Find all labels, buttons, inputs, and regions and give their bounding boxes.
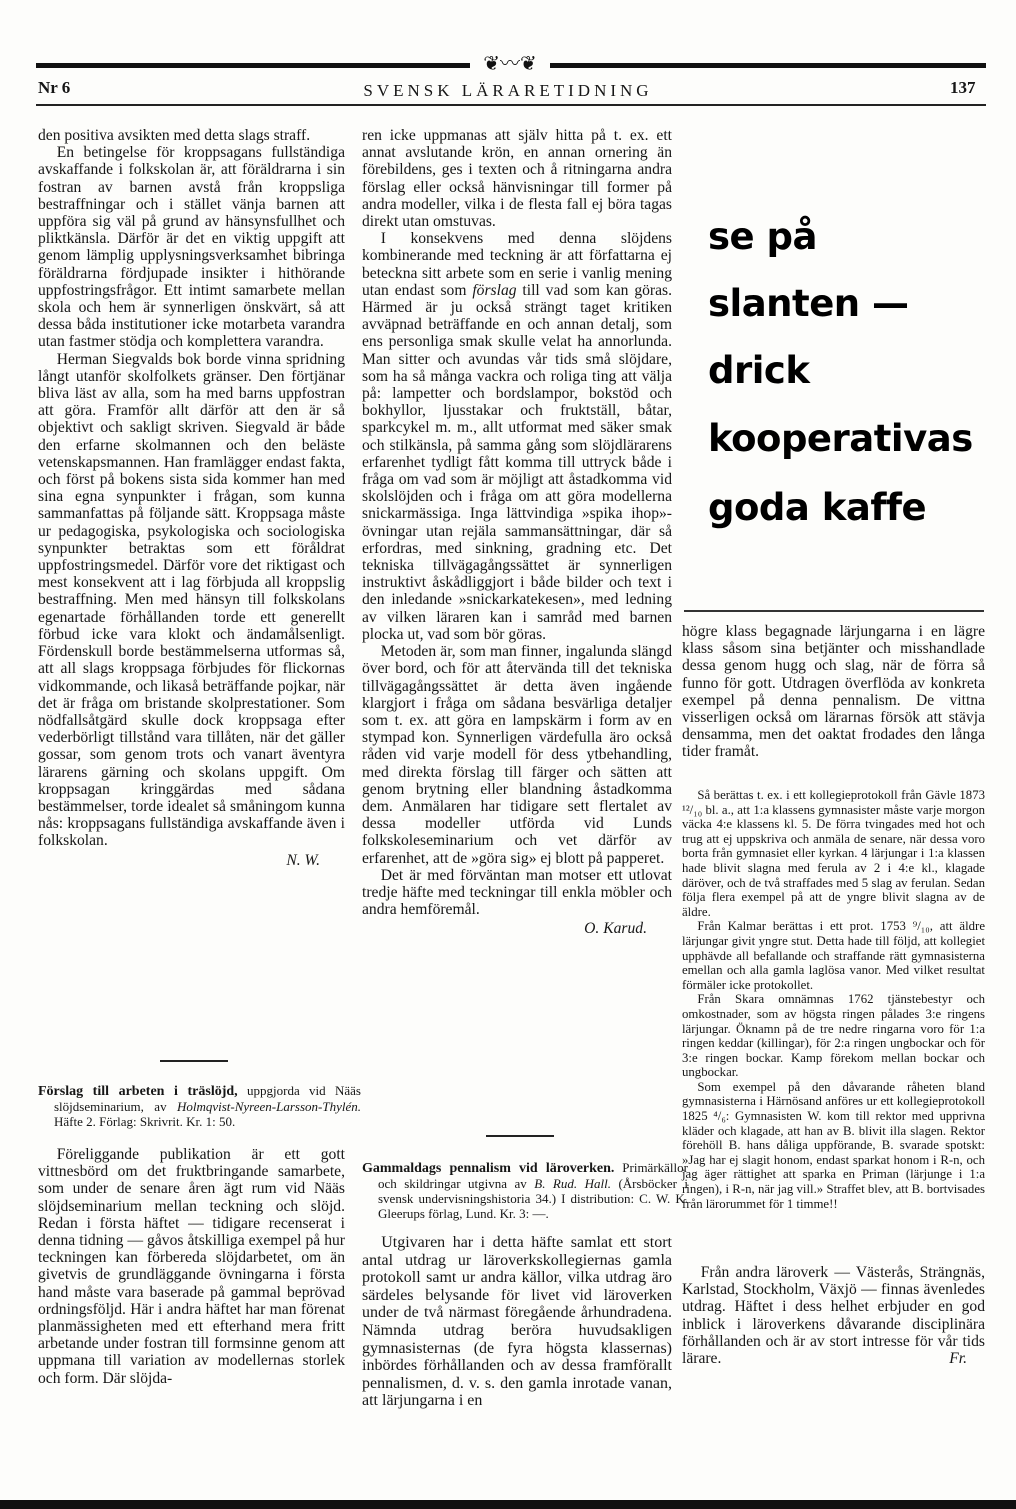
book-publisher: (Årsböcker i svensk undervisningshistoria 34.) I distribution: C. W. K. Gleerups förlag, Lund. Kr. 3: —. [378,1176,689,1221]
book-info: Primärkällor och skildringar utgivna av [378,1160,688,1191]
book-publisher: Häfte 2. Förlag: Skrivrit. Kr. 1: 50. [54,1114,236,1129]
ad-line: se på [708,215,817,258]
excerpt: Från Skara omnämnas 1762 tjänstebestyr och omkostnader, som av högsta ringen pålades 3:e ringens lärjungar. Öknamn på de tre nedre ringarna voro för 1:a ringen keddar (killingar), för 2:a ringen ungbockar och för 3:e ringen bockar. Kamp förekom mellan bockar och ungbockar. [682,992,985,1080]
publication-title: SVENSK LÄRARETIDNING [363,81,653,100]
ad-line: drick [708,349,810,392]
column-3-conclusion [682,1264,985,1367]
page-number: 137 [950,78,976,97]
column-1-article [38,127,345,869]
excerpt: Som exempel på den dåvarande råheten bland gymnasisterna i Härnösand anföres ur ett kollegieprotokoll 1825 ⁴/₆: Gymnasisten W. kom till rektor med upprivna kläder och klagade, att han av B. blivit illa slagen. Rektor förehöll B. hans dåliga uppförande, B. svarade spotskt: »Jag har ej slagit honom, endast sparkat honom i R-n, och jag äger rättighet att sparka en Priman (lärjunge i 1:a ringen), i R-n, när jag vill.» Straffet blev, att B. bortvisades från lärorummet för 1 timme!! [682,1079,985,1211]
ad-line: slanten — [708,282,909,325]
paragraph: Metoden är, som man finner, ingalunda slängd över bord, och för att återvända till det tekniska tillvägagångssättet är detta även ingående klargjort i fråga om sådana besvärliga detaljer som t. ex. att göra en lampskärm i form av en stympad kon. Synnerligen värdefulla äro också råden vid varje modell för dess ytbehandling, med direkta förslag till färger och sätten att genom brytning eller blandning åstadkomma dem. Anmälaren har tidigare sett flertalet av dessa modeller utförda vid Lunds folkskoleseminarium och vet därför av erfarenhet, att de »göra sig» ej blott på papperet. [362,643,672,867]
paragraph [362,230,672,643]
excerpt: Från Kalmar berättas i ett prot. 1753 ⁹/₁₀, att äldre lärjungar givit yngre stut. Detta hade till följd, att kollegiet upphävde all befallande och straffande rätt gymnasisterna emellan och alla gamla laglösa vanor. Med vilket resultat förmäler icke protokollet. [682,919,985,992]
book-info: uppgjorda vid Nääs slöjdseminarium, av [54,1083,361,1114]
text: I konsekvens med denna slöjdens kombinerande med teckning är att författarna ej beteckna sitt arbete som en serie i vanlig mening utan endast som [362,230,672,299]
page-bottom-edge [0,1500,1016,1509]
column-3-text [682,623,985,761]
section-divider [160,1060,228,1062]
signature: N. W. [286,851,320,869]
excerpt: Så berättas t. ex. i ett kollegieprotokoll från Gävle 1873 ¹²/₁₀ bl. a., att 1:a klassens gymnasister måste varje morgon väcka 4:e klassens kl. 5. De förra tvingades med hot och trug att ej uppskriva och anmäla de senare, när dessa voro borta från gymnasiet eller kyrkan. 4 lärjungar i 1:a klassen hade blivit slagna med ferula av 2 i 4:e kl., klagade däröver, och de två straffades med 5 slag av ferulan. Sedan följa flera exempel på att de yngre blivit slagna av de äldre. [682,788,985,919]
book-note-pennalism [362,1160,688,1221]
paragraph: ren icke uppmanas att själv hitta på t. ex. ett annat avslutande krön, en annan ornering än förebildens, ges i texten och å ritningarna andra förslag eller också hänvisningar till former på andra modeller, vilka i de flesta fall ej böra tagas direkt utan omstuvas. [362,127,672,231]
signature: O. Karud. [584,920,647,938]
ad-line: kooperativas [708,417,973,460]
paragraph: den positiva avsikten med detta slags straff. [38,127,311,144]
issue-number: Nr 6 [38,78,71,97]
book-note-traslojd [38,1083,361,1129]
column-2-article [362,127,672,938]
paragraph: Föreliggande publikation är ett gott vittnesbörd om det fruktbringande samarbete, som under de senare åren ägt rum vid Nääs slöjdseminarium mellan teckning och slöjd. Redan i första häftet — tidigare recenserat i denna tidning — gåvos åtskilliga exempel på hur teckningen kan förbereda slöjdarbetet, om än givetvis de grundläggande övningarna i första hand måste vara baserade på gammal beprövad ordningsföljd. Här i andra häftet har man förenat planmässigheten med ett efterhand mera fritt arbetande under fostran till formsinne genom att uppmana till variation av modellernas storlek och form. Där slöjda- [38,1146,345,1387]
section-divider [486,1135,554,1137]
ad-divider [684,610,984,612]
paragraph: Utgivaren har i detta häfte samlat ett stort antal utdrag ur läroverkskollegiernas gamla protokoll samt ur andra källor, vilka utdrag äro särdeles belysande för livet vid läroverken under de två närmast föregående århundradena. Nämnda utdrag beröra huvudsakligen gymnasisternas (de fyra högsta klassernas) inbördes förhållanden och av dessa framförallt pennalismen, d. v. s. den gamla inrotade vanan, att lärjungarna i en [362,1234,672,1410]
signature: Fr. [949,1350,967,1368]
book-authors: Holmqvist-Nyreen-Larsson-Thylén. [176,1099,361,1114]
column-2-review [362,1234,672,1410]
paragraph: Herman Siegvalds bok borde vinna spridning långt utanför skolfolkets gränser. Den förtjänar bliva läst av alla, som ha med barns uppfostran att göra. Framför allt därför att den är så objektivt och sakligt skriven. Siegvald är både den erfarne skolmannen och den beläste vetenskapsmannen. Han framlägger endast fakta, och först på bokens sista sida kommer han med sina egna synpunkter i frågan, som kunna sammanfattas på följande sätt. Kroppsaga måste ur pedagogiska, psykologiska och sociologiska synpunkter betraktas som ett föråldrat uppfostringsmedel. Därför vore det riktigast och mest konsekvent att i lag förbjuda all kroppslig bestraffning. Men med hänsyn till folkskolans egenartade förhållanden torde ett generellt förbud icke vara klokt och ändamålsenligt. Fördenskull borde bestämmelserna utformas så, att all slags kroppsaga förbjudes för flickornas vidkommande, och likaså beträffande pojkar, när det är fråga om bristande skolprestationer. Som nödfallsåtgärd skulle dock kroppsaga efter vederbörligt tillstånd vara tillåten, när det gäller gossar, som genom trots och vanart äventyra lärarens gärning och skolans uppgift. Om kroppsagan kringgärdas med sådana bestämmelser, torde idealet så småningom kunna nås: kroppsagans fullständiga avskaffande även i folkskolan. [38,350,345,850]
paragraph [682,1264,985,1367]
column-1-review [38,1146,345,1387]
paragraph: En betingelse för kroppsagans fullständiga avskaffande i folkskolan är, att föräldrarna i sin fostran av barnen avstå från kroppsliga bestraffningar och i stället vänja barnen att uppföra sig väl på grund av hänsynsfullhet och pliktkänsla. Därför är det en viktig uppgift att genom lämplig upplysningsverksamhet bibringa föräldrarna fördjupade insikter i hithörande uppfostringsfrågor. Ett intimt samarbete mellan skola och hem är synnerligen önskvärt, så att dessa båda institutioner icke motarbeta varandra utan fastmer stödja och komplettera varandra. [38,144,345,351]
emphasis: förslag [472,281,517,299]
paragraph: högre klass begagnade lärjungarna i en lägre klass såsom sina betjänter och misshandlade dessa genom hugg och slag, när de förra så funno för gott. Utdragen överflöda av konkreta exempel på denna pennalism. De vittna visserligen också om lärarnas försök att stävja densamma, men det oaktat frodades den långa tider framåt. [682,623,985,761]
paragraph: Det är med förväntan man motser ett utlovat tredje häfte med teckningar till enkla möbler och andra hemföremål. [362,866,672,919]
text: Från andra läroverk — Västerås, Strängnäs, Karlstad, Stockholm, Växjö — finnas ävenledes utdrag. Häftet i dess helhet erbjuder en god inblick i läroverkens dåvarande disciplinära förhållanden och är av stort intresse för vår tids lärare. [682,1264,985,1368]
ornament-icon: ❦〰❦ [470,52,550,76]
book-editor: B. Rud. Hall. [534,1176,611,1191]
text: till vad som kan göras. Härmed är ju också strängt taget kritiken avväpnad beträffande en och annan detalj, som ens personliga smak skulle velat ha annorlunda. Man sitter och avundas vår tids små slöjdare, som ha så många vackra och roliga ting att välja på: lampetter och bordslampor, bokstöd och bokhyllor, ljusstakar och fruktställ, båtar, sparkcykel m. m., allt utformat med säker smak och stilkänsla, på samma gång som slöjdlärarens erfarenhet tydligt fått komma till uttryck både i fråga om vad som är möjligt att åstadkomma vid skolslöjden och i fråga om att göra modellerna snickarmässiga. Inga lättvindiga »spika ihop»-övningar utan rejäla sammansättningar, där så erfordras, med sinkning, gradning etc. Det tekniska tillvägagångssättet är synnerligen instruktivt åskådliggjort i både bilder och text i den inledande »snickarkatekesen», med ledning av vilken läraren kan i samråd med barnen plocka ut, vad som bör göras. [362,281,672,643]
column-3-excerpts [682,788,985,1211]
header-rule [36,104,986,106]
book-title: Förslag till arbeten i träslöjd, [38,1084,238,1099]
book-title: Gammaldags pennalism vid läroverken. [362,1161,615,1176]
ad-line: goda kaffe [708,486,927,529]
